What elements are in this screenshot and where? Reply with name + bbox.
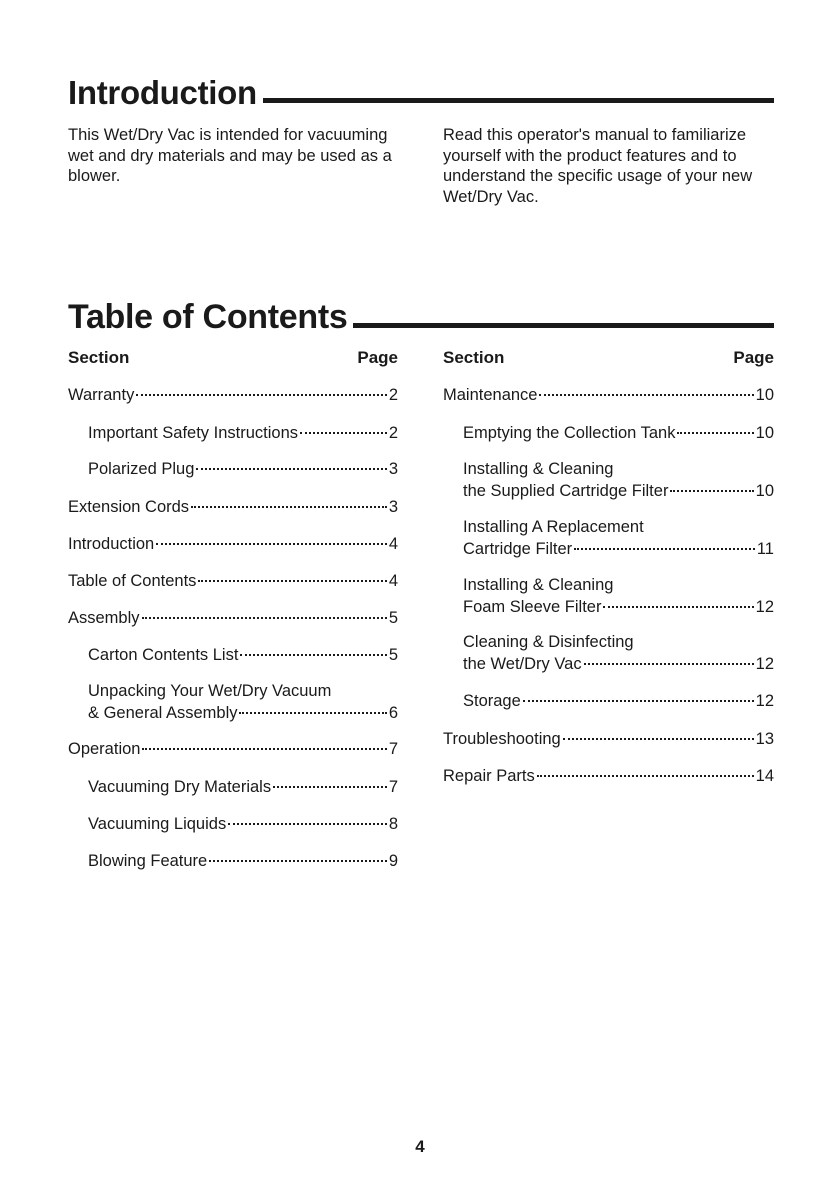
toc-entry-polarized-plug[interactable] xyxy=(88,458,398,480)
toc-entry-label: Vacuuming Dry Materials xyxy=(88,778,272,796)
toc-entry-label: & General Assembly xyxy=(88,704,238,722)
toc-entry-page: 14 xyxy=(755,767,774,785)
leader-dots xyxy=(574,548,755,550)
leader-dots xyxy=(191,506,387,508)
toc-entry-page: 8 xyxy=(388,815,398,833)
leader-dots xyxy=(142,617,387,619)
introduction-title: Introduction xyxy=(68,74,257,111)
toc-entry-vacuuming-dry[interactable] xyxy=(88,776,398,798)
toc-entry-storage[interactable] xyxy=(463,690,774,712)
toc-entry-page: 7 xyxy=(388,778,398,796)
toc-entry-label: the Wet/Dry Vac xyxy=(463,655,582,673)
toc-heading xyxy=(68,300,774,334)
heading-rule xyxy=(353,323,774,328)
page-number: 4 xyxy=(415,1137,425,1156)
toc-entry-label: Blowing Feature xyxy=(88,852,208,870)
toc-entry-page: 11 xyxy=(756,540,774,558)
leader-dots xyxy=(273,786,387,788)
toc-entry-extension-cords[interactable] xyxy=(68,496,398,518)
toc-entry-page: 3 xyxy=(388,460,398,478)
toc-entry-label: Operation xyxy=(68,740,141,758)
toc-entry-label: Storage xyxy=(463,692,521,710)
toc-entry-foam-sleeve[interactable] xyxy=(463,574,774,618)
leader-dots xyxy=(239,712,386,714)
toc-entry-page: 12 xyxy=(755,692,774,710)
toc-left-column xyxy=(68,348,398,870)
toc-entry-disinfecting[interactable] xyxy=(463,631,774,675)
heading-rule xyxy=(263,98,774,103)
toc-entry-page: 2 xyxy=(388,424,398,442)
leader-dots xyxy=(142,748,386,750)
leader-dots xyxy=(670,490,753,492)
toc-entry-page: 7 xyxy=(388,740,398,758)
toc-entry-operation[interactable] xyxy=(68,738,398,760)
toc-entry-assembly[interactable] xyxy=(68,607,398,629)
toc-entry-page: 10 xyxy=(755,424,774,442)
toc-entry-repair-parts[interactable] xyxy=(443,765,774,787)
leader-dots xyxy=(537,775,754,777)
toc-entry-label: Repair Parts xyxy=(443,767,535,785)
toc-entry-label: Extension Cords xyxy=(68,498,190,516)
intro-left-paragraph: This Wet/Dry Vac is intended for vacuuming wet and dry materials and may be used as a blower. xyxy=(68,126,392,185)
toc-entry-label: Vacuuming Liquids xyxy=(88,815,227,833)
toc-entry-label-line1: Installing & Cleaning xyxy=(463,576,614,594)
leader-dots xyxy=(677,432,753,434)
leader-dots xyxy=(523,700,754,702)
toc-entry-label: Maintenance xyxy=(443,386,538,404)
toc-entry-label: Warranty xyxy=(68,386,135,404)
leader-dots xyxy=(209,860,387,862)
toc-column-header xyxy=(443,348,774,368)
leader-dots xyxy=(240,654,386,656)
leader-dots xyxy=(228,823,387,825)
toc-entry-label: Troubleshooting xyxy=(443,730,561,748)
toc-entry-maintenance[interactable] xyxy=(443,384,774,406)
toc-entry-label: Emptying the Collection Tank xyxy=(463,424,676,442)
toc-entry-page: 5 xyxy=(388,646,398,664)
toc-entry-replacement-cartridge[interactable] xyxy=(463,516,774,560)
toc-entry-page: 3 xyxy=(388,498,398,516)
toc-entry-page: 5 xyxy=(388,609,398,627)
toc-entry-label: Introduction xyxy=(68,535,155,553)
toc-entry-page: 13 xyxy=(755,730,774,748)
toc-entry-unpacking[interactable] xyxy=(88,680,398,724)
toc-entry-introduction[interactable] xyxy=(68,533,398,555)
leader-dots xyxy=(136,394,386,396)
toc-entry-label: Important Safety Instructions xyxy=(88,424,299,442)
section-header: Section xyxy=(443,348,505,367)
toc-entry-page: 6 xyxy=(388,704,398,722)
toc-entry-label-line1: Cleaning & Disinfecting xyxy=(463,633,634,651)
toc-entry-label: Carton Contents List xyxy=(88,646,239,664)
leader-dots xyxy=(196,468,386,470)
toc-entry-label: Assembly xyxy=(68,609,140,627)
leader-dots xyxy=(156,543,387,545)
toc-entry-warranty[interactable] xyxy=(68,384,398,406)
toc-entry-important-safety[interactable] xyxy=(88,422,398,444)
intro-right-paragraph: Read this operator's manual to familiarize yourself with the product features and to understand the specific usage of your new Wet/Dry Vac. xyxy=(443,126,753,206)
toc-entry-blowing-feature[interactable] xyxy=(88,850,398,872)
leader-dots xyxy=(584,663,754,665)
leader-dots xyxy=(603,606,753,608)
toc-entry-label: Cartridge Filter xyxy=(463,540,573,558)
toc-entry-label: Table of Contents xyxy=(68,572,197,590)
toc-entry-page: 4 xyxy=(388,535,398,553)
toc-entry-label-line1: Unpacking Your Wet/Dry Vacuum xyxy=(88,682,332,700)
toc-title: Table of Contents xyxy=(68,298,348,336)
toc-entry-page: 12 xyxy=(755,655,774,673)
toc-entry-emptying-tank[interactable] xyxy=(463,422,774,444)
leader-dots xyxy=(539,394,753,396)
toc-entry-page: 2 xyxy=(388,386,398,404)
toc-entry-page: 10 xyxy=(755,386,774,404)
introduction-heading xyxy=(68,76,774,109)
toc-entry-carton-contents[interactable] xyxy=(88,644,398,666)
leader-dots xyxy=(198,580,386,582)
toc-entry-page: 9 xyxy=(388,852,398,870)
toc-entry-label-line1: Installing & Cleaning xyxy=(463,460,614,478)
toc-entry-label: Polarized Plug xyxy=(88,460,195,478)
toc-right-column xyxy=(443,348,774,785)
toc-entry-table-of-contents[interactable] xyxy=(68,570,398,592)
toc-entry-label: Foam Sleeve Filter xyxy=(463,598,602,616)
toc-column-header xyxy=(68,348,398,368)
page-header: Page xyxy=(357,348,398,367)
toc-entry-label: the Supplied Cartridge Filter xyxy=(463,482,669,500)
section-header: Section xyxy=(68,348,130,367)
toc-entry-page: 12 xyxy=(755,598,774,616)
toc-entry-page: 10 xyxy=(755,482,774,500)
toc-entry-page: 4 xyxy=(388,572,398,590)
page-header: Page xyxy=(733,348,774,367)
toc-entry-supplied-cartridge[interactable] xyxy=(463,458,774,502)
leader-dots xyxy=(563,738,754,740)
toc-entry-label-line1: Installing A Replacement xyxy=(463,518,644,536)
toc-entry-troubleshooting[interactable] xyxy=(443,728,774,750)
leader-dots xyxy=(300,432,387,434)
toc-entry-vacuuming-liquids[interactable] xyxy=(88,813,398,835)
